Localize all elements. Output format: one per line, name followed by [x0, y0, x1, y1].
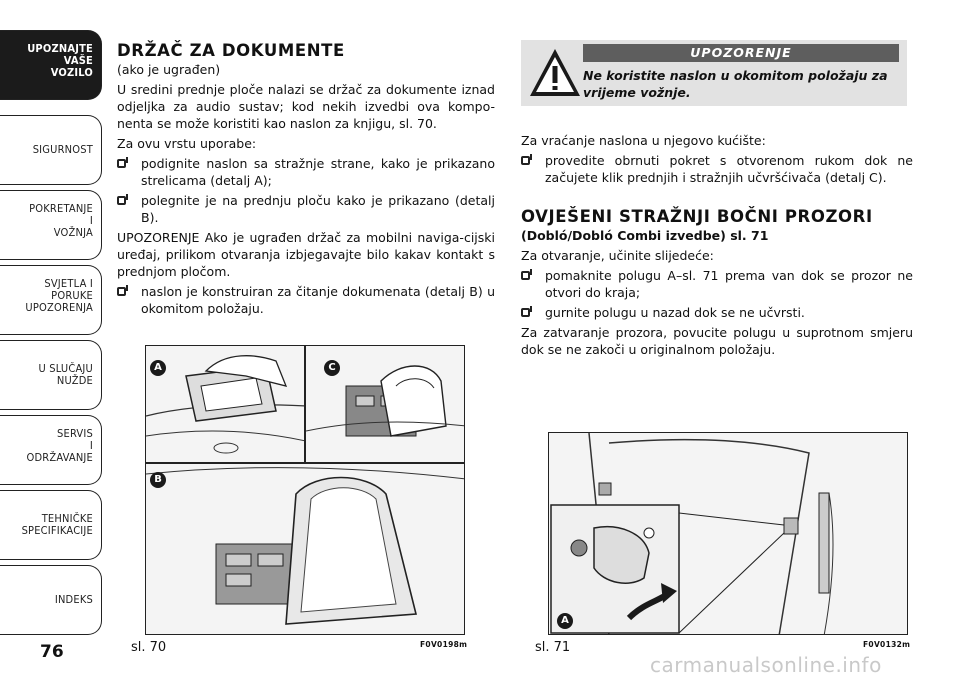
label-a-badge: A [150, 360, 166, 376]
checkbox-bullet-icon [521, 271, 530, 280]
usage-heading: Za ovu vrstu uporabe: [117, 136, 257, 151]
tab-upoznajte-vase-vozilo[interactable]: UPOZNAJTE VAŠE VOZILO [0, 30, 102, 100]
reading-stand-illustration [146, 464, 465, 635]
figure-70-caption: sl. 70 [131, 640, 167, 655]
section-title-document-holder: DRŽAČ ZA DOKUMENTE [117, 41, 345, 60]
return-heading: Za vraćanje naslona u njegovo kućište: [521, 133, 766, 148]
label-b-badge: B [150, 472, 166, 488]
dashboard-lift-illustration [146, 346, 305, 463]
close-paragraph: Za zatvaranje prozora, povucite polugu u suprotnom smjeru dok se ne zakoči u originalnom položaju. [521, 325, 913, 357]
list-item: gurnite polugu u nazad dok se ne učvrsti. [521, 304, 913, 321]
checkbox-bullet-icon [521, 308, 530, 317]
tab-u-slucaju-nuzde[interactable]: U SLUČAJU NUŽDE [0, 340, 102, 410]
list-item: podignite naslon sa stražnje strane, kako je prikazano strelicama (detalj A); [117, 155, 495, 189]
list-item: naslon je konstruiran za čitanje dokumenata (detalj B) u okomitom položaju. [117, 283, 495, 317]
figure-70-detail-b [145, 463, 465, 635]
tab-servis-i-odrzavanje[interactable]: SERVIS I ODRŽAVANJE [0, 415, 102, 485]
warning-triangle-icon [527, 46, 583, 100]
figure-71 [548, 432, 908, 635]
warning-box [521, 40, 907, 106]
warning-note: UPOZORENJE Ako je ugrađen držač za mobilni naviga-cijski uređaj, prilikom otvaranja izbjegavajte bilo kakav kontakt s prednjom pločom. [117, 230, 495, 279]
checkbox-bullet-icon [117, 196, 126, 205]
figure-71-code: F0V0132m [863, 640, 911, 649]
warning-heading: UPOZORENJE [583, 44, 899, 62]
open-heading: Za otvaranje, učinite slijedeće: [521, 248, 714, 263]
tab-tehnicke-specifikacije[interactable]: TEHNIČKE SPECIFIKACIJE [0, 490, 102, 560]
label-c-badge: C [324, 360, 340, 376]
left-column [117, 42, 495, 320]
subtitle-if-fitted: (ako je ugrađen) [117, 62, 221, 77]
warning-text: Ne koristite naslon u okomitom položaju za vrijeme vožnje. [583, 68, 888, 100]
checkbox-bullet-icon [117, 159, 126, 168]
page-number: 76 [40, 642, 64, 662]
tab-pokretanje-i-voznja[interactable]: POKRETANJE I VOŽNJA [0, 190, 102, 260]
list-item: provedite obrnuti pokret s otvorenom rukom dok ne začujete klik prednjih i stražnjih učvršćivača (detalj C). [521, 152, 913, 186]
figure-70-code: F0V0198m [420, 640, 468, 649]
section-title-rear-windows: OVJEŠENI STRAŽNJI BOČNI PROZORI [521, 207, 873, 226]
checkbox-bullet-icon [117, 287, 126, 296]
right-column [521, 132, 913, 361]
rear-windows-subtitle: (Dobló/Dobló Combi izvedbe) sl. 71 [521, 228, 769, 243]
tab-svjetla-i-poruke[interactable]: SVJETLA I PORUKE UPOZORENJA [0, 265, 102, 335]
tab-sigurnost[interactable]: SIGURNOST [0, 115, 102, 185]
label-a-badge: A [557, 613, 573, 629]
figure-71-caption: sl. 71 [535, 640, 571, 655]
list-item: polegnite je na prednju ploču kako je prikazano (detalj B). [117, 192, 495, 226]
intro-paragraph: U sredini prednje ploče nalazi se držač za dokumente iznad odjeljka za audio sustav; kod nekih izvedbi ova kompo-nenta se može koristiti kao naslon za knjigu, sl. 70. [117, 82, 495, 131]
watermark-text: carmanualsonline.info [650, 653, 882, 677]
side-window-lever-illustration [549, 433, 908, 635]
checkbox-bullet-icon [521, 156, 530, 165]
list-item: pomaknite polugu A–sl. 71 prema van dok se prozor ne otvori do kraja; [521, 267, 913, 301]
tab-indeks[interactable]: INDEKS [0, 565, 102, 635]
figure-70-detail-a [145, 345, 305, 463]
figure-70-detail-c [305, 345, 465, 463]
